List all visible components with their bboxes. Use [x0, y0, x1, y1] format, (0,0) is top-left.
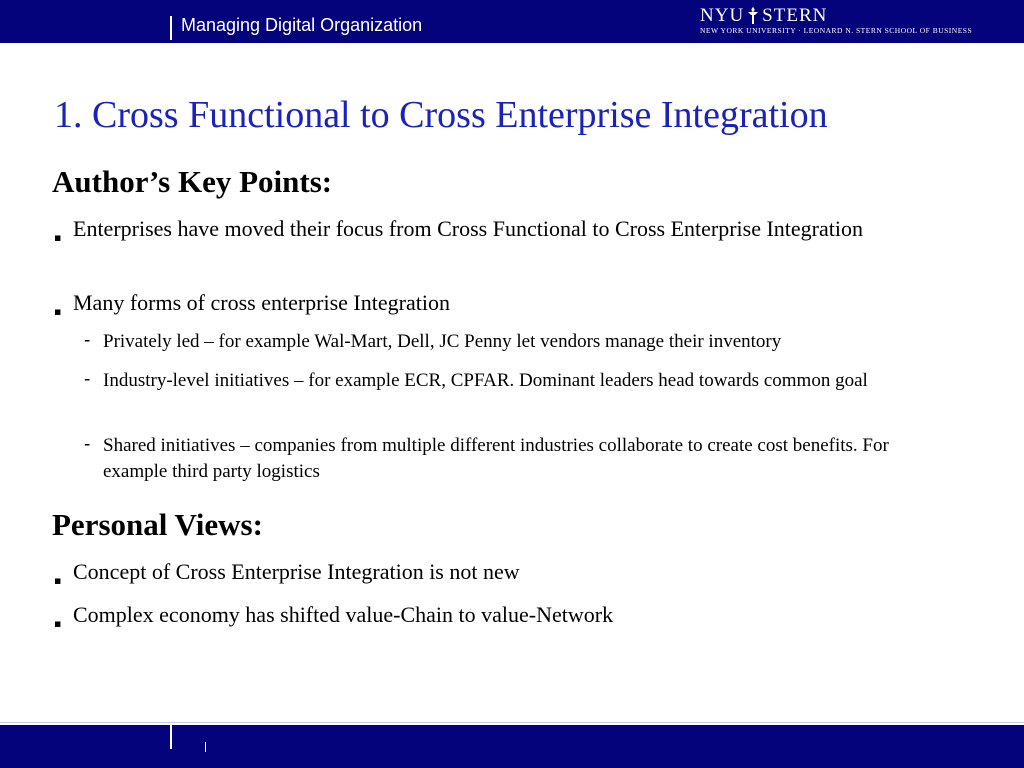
- logo-stern-text: STERN: [762, 5, 828, 26]
- bullet-marker: ▪: [54, 574, 62, 587]
- sub-bullet-text: Industry-level initiatives – for example ECR, CPFAR. Dominant leaders head towards common goal: [103, 370, 868, 391]
- bullet-marker: ▪: [54, 231, 62, 244]
- bullet-text: Enterprises have moved their focus from Cross Functional to Cross Enterprise Integration: [73, 216, 863, 241]
- slide-title: 1. Cross Functional to Cross Enterprise Integration: [54, 94, 828, 136]
- header-divider: [170, 16, 172, 40]
- bullet-text: Concept of Cross Enterprise Integration is not new: [73, 559, 520, 584]
- sub-bullet-text: Privately led – for example Wal-Mart, Dell, JC Penny let vendors manage their inventory: [103, 331, 782, 352]
- logo-nyu-text: NYU: [700, 5, 745, 26]
- bullet-text: Complex economy has shifted value-Chain to value-Network: [73, 602, 614, 627]
- sub-bullet-marker: -: [84, 434, 91, 455]
- bullet-marker: ▪: [54, 305, 62, 318]
- list-item: [54, 600, 944, 630]
- list-item: [54, 214, 944, 244]
- list-item: [54, 557, 944, 587]
- footer-bar: [0, 725, 1024, 768]
- list-item: [54, 288, 944, 318]
- torch-icon: [745, 6, 761, 24]
- footer-tick: [205, 742, 206, 752]
- sub-list-item: [84, 368, 934, 394]
- sub-list-item: [84, 329, 934, 355]
- sub-bullet-marker: -: [84, 369, 91, 390]
- nyu-stern-logo: [700, 6, 972, 35]
- footer-divider: [170, 725, 172, 749]
- bullet-text: Many forms of cross enterprise Integration: [73, 290, 450, 315]
- section-heading-author: Author’s Key Points:: [52, 164, 333, 199]
- sub-bullet-marker: -: [84, 330, 91, 351]
- sub-bullet-text: Shared initiatives – companies from multiple different industries collaborate to create cost benefits. For example third party logistics: [103, 435, 889, 482]
- sub-list-item: [84, 433, 934, 485]
- footer-rule: [0, 722, 1024, 723]
- bullet-marker: ▪: [54, 617, 62, 630]
- course-title: Managing Digital Organization: [181, 15, 423, 35]
- section-heading-personal: Personal Views:: [52, 507, 263, 542]
- logo-subtitle: NEW YORK UNIVERSITY · LEONARD N. STERN SCHOOL OF BUSINESS: [700, 26, 973, 35]
